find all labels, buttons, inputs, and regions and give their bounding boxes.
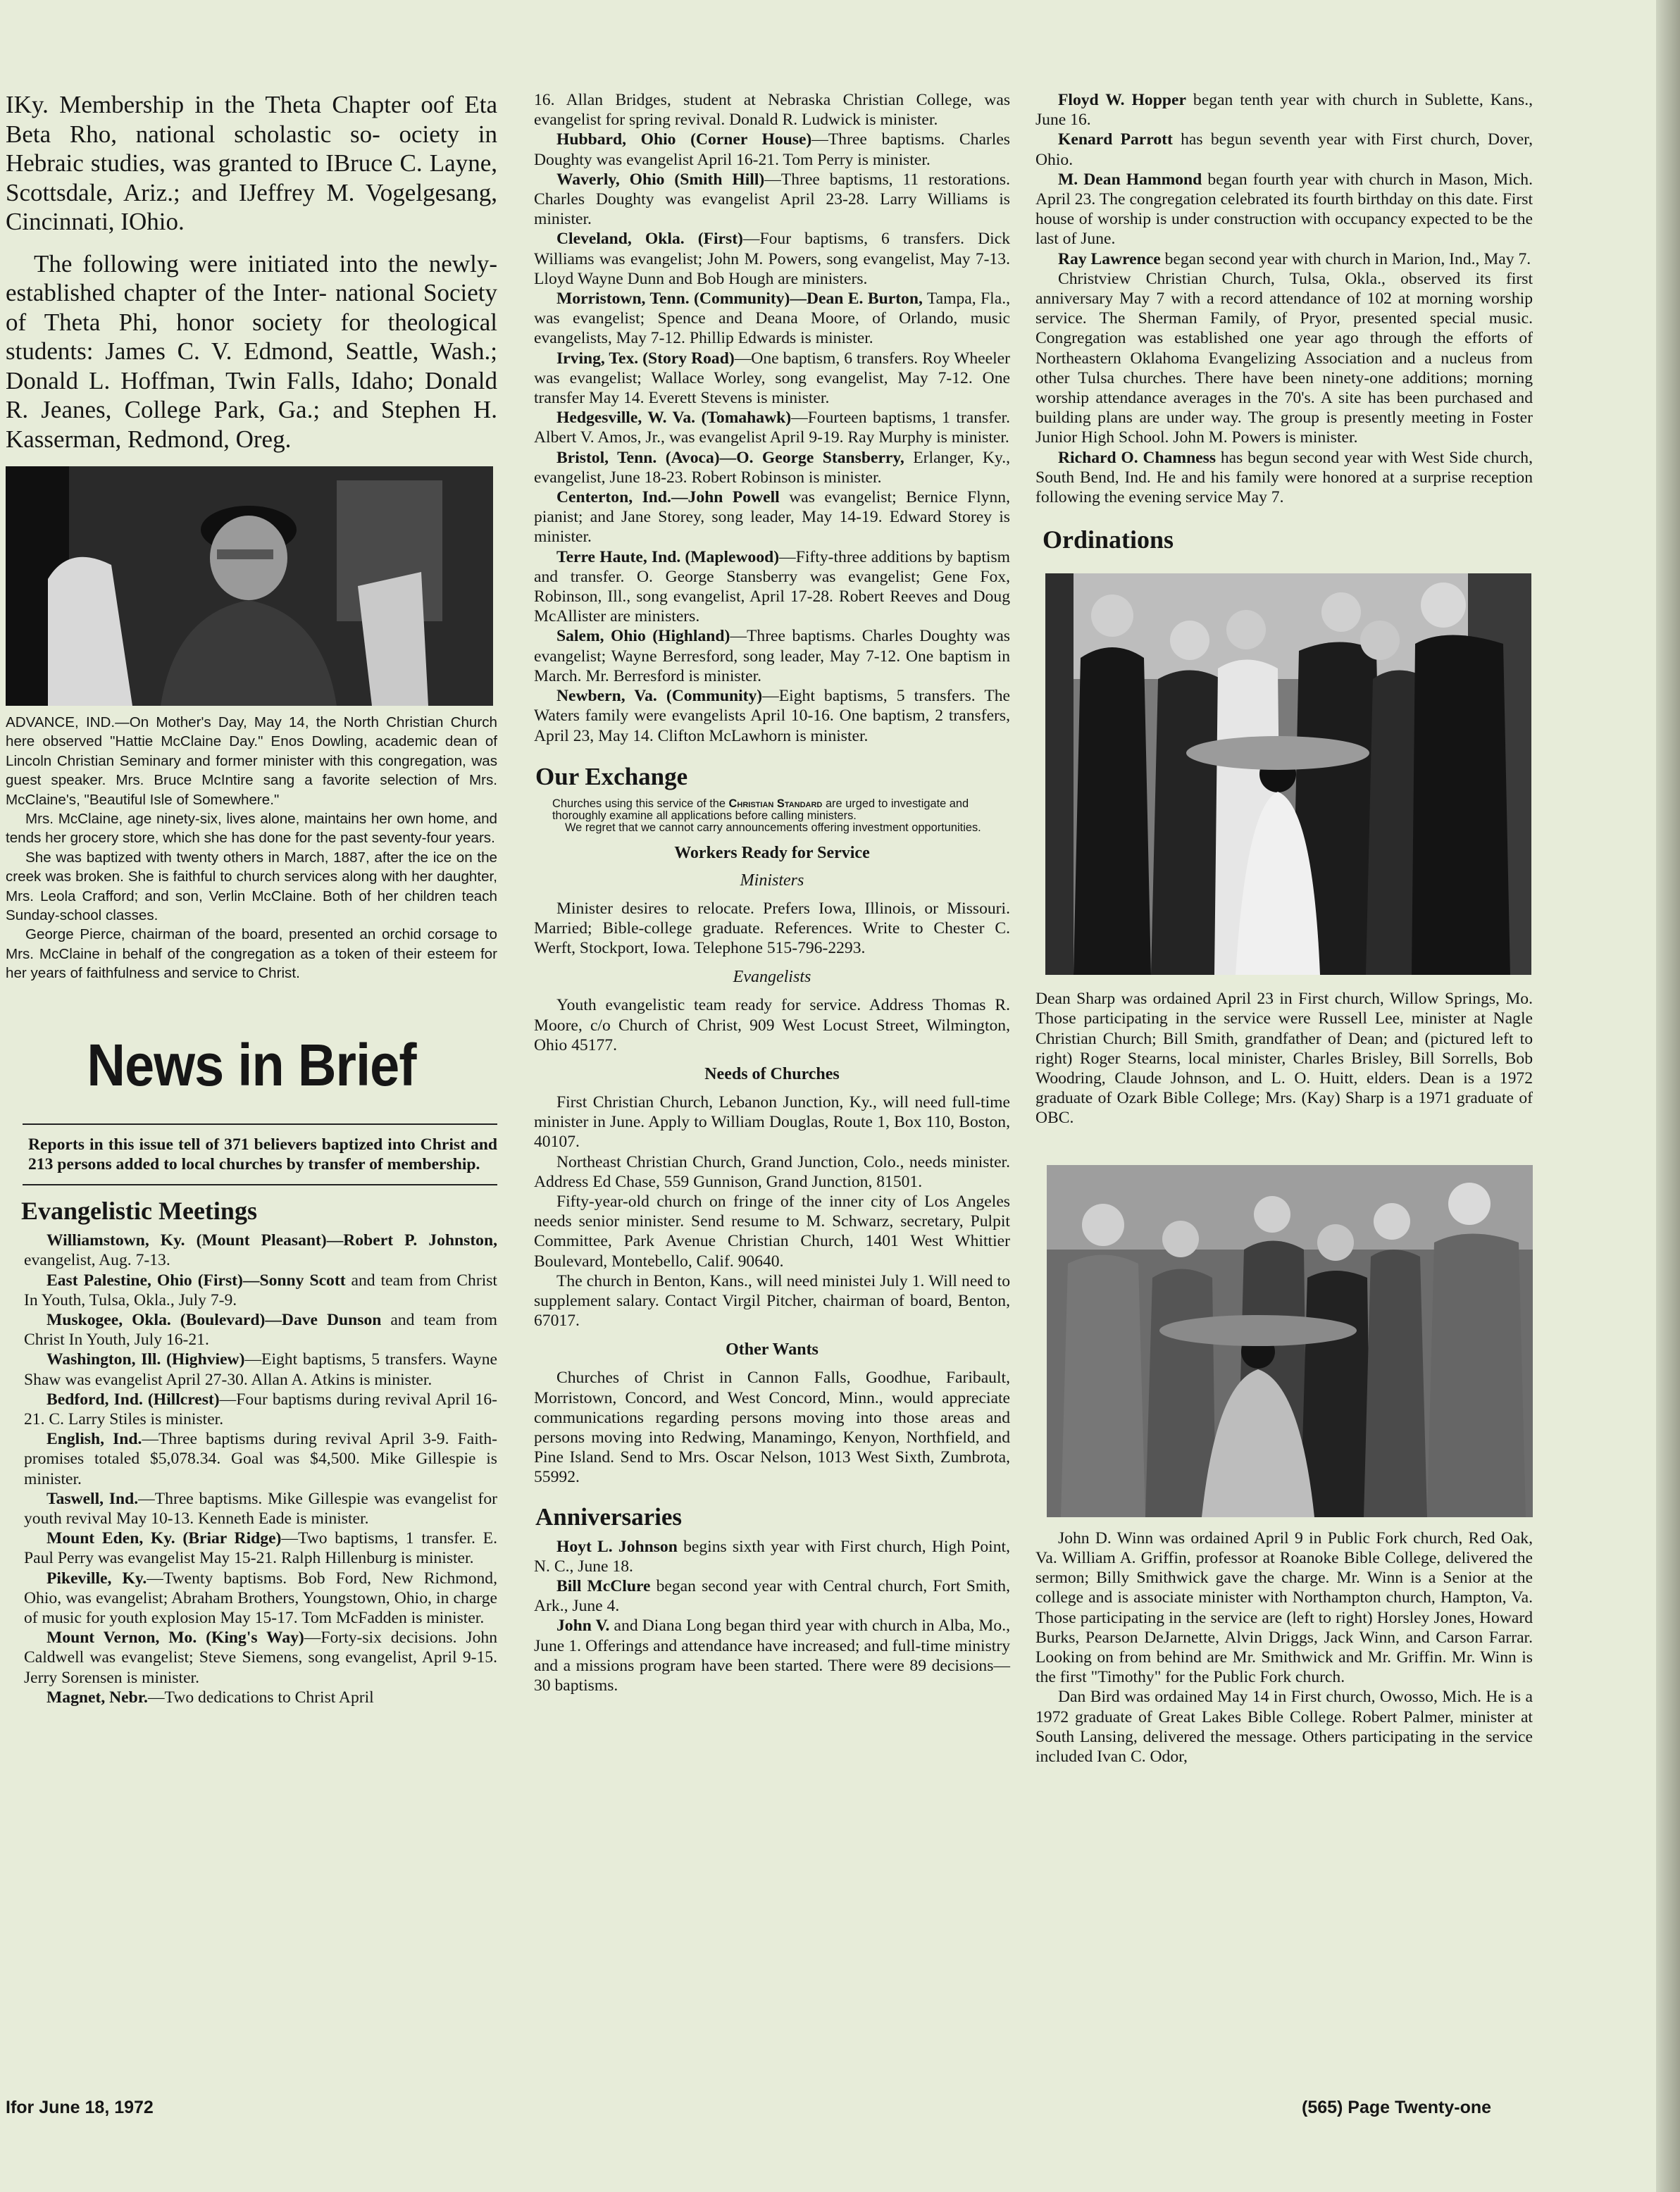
summary-text: Reports in this issue tell of 371 believers baptized into Christ and 213 persons added to local churches by transfer of membership. [28,1135,497,1173]
our-exchange-heading: Our Exchange [535,762,688,790]
list-item: English, Ind.—Three baptisms during revival April 3-9. Faith-promises totaled $5,078.34. Goal was $4,500. Mike Gillespie is minister. [24,1430,497,1488]
other-wants-heading: Other Wants [726,1340,819,1359]
mcclaine-caption [6,713,497,983]
other-wants-text: Churches of Christ in Cannon Falls, Goodhue, Faribault, Morristown, Concord, and West Concord, Minn., would appreciate communications regarding persons moving into those areas and persons moving into Redwing, Manamingo, Kenyon, Northfield, and Pine Island. Send to Mrs. Oscar Nelson, 1013 West Sixth, Zumbrota, 55992. [534,1369,1010,1487]
ministers-text: Minister desires to relocate. Prefers Iowa, Illinois, or Missouri. Married; Bible-college graduate. References. Write to Chester C. Werft, Stockport, Iowa. Telephone 515-796-2293. [534,899,1010,958]
list-item: Kenard Parrott has begun seventh year with First church, Dover, Ohio. [1035,130,1533,169]
evangelistic-list [6,1231,497,1707]
exchange-note: Churches using this service of the Christian Standard are urged to investigate and thoroughly examine all applications before calling ministers. We regret that we cannot carry announcements offering investment opportunities. [552,797,981,834]
ordinations-heading: Ordinations [1043,525,1174,554]
list-item: Bristol, Tenn. (Avoca)—O. George Stansberry, Erlanger, Ky., evangelist, June 18-23. Robert Robinson is minister. [534,448,1010,487]
divider [23,1184,497,1185]
list-item: The church in Benton, Kans., will need ministei July 1. Will need to supplement salary. Contact Virgil Pitcher, chairman of board, Benton, 67017. [534,1271,1010,1331]
column-left [6,90,497,1707]
list-item: Mount Eden, Ky. (Briar Ridge)—Two baptisms, 1 transfer. E. Paul Perry was evangelist May 15-21. Ralph Hillenburg is minister. [24,1529,497,1568]
anniversaries-heading: Anniversaries [535,1502,683,1531]
list-item: Ray Lawrence began second year with church in Marion, Ind., May 7. [1058,249,1531,268]
list-item: Hedgesville, W. Va. (Tomahawk)—Fourteen baptisms, 1 transfer. Albert V. Amos, Jr., was evangelist April 9-19. Ray Murphy is minister. [534,409,1010,447]
caption-paragraph: ADVANCE, IND.—On Mother's Day, May 14, the North Christian Church here observed "Hattie McClaine Day." Enos Dowling, academic dean of Lincoln Christian Seminary and former minister with this congregation, was guest speaker. Mrs. Bruce McIntire sang a favorite selection of Mrs. McClaine's, "Beautiful Isle of Somewhere." [6,714,497,808]
list-item: Bedford, Ind. (Hillcrest)—Four baptisms during revival April 16-21. C. Larry Stiles is minister. [24,1390,497,1428]
list-item: Terre Haute, Ind. (Maplewood)—Fifty-three additions by baptism and transfer. O. George Stansberry was evangelist; Gene Fox, Robinson, Ill., song evangelist, April 17-28. Robert Reeves and Doug McAllister are ministers. [534,547,1011,626]
list-item: Taswell, Ind.—Three baptisms. Mike Gillespie was evangelist for youth revival May 10-13. Kenneth Eade is minister. [24,1489,497,1528]
list-item: Salem, Ohio (Highland)—Three baptisms. Charles Doughty was evangelist; Wayne Berresford, song leader, May 7-12. One baptism in March. Mr. Berresford is minister. [534,627,1010,685]
winn-ordination-photo [1047,1165,1533,1517]
lead-paragraph: IKy. Membership in the Theta Chapter oof Eta Beta Rho, national scholastic so- ociety in Hebraic studies, was granted to IBruce C. Layne, Scottsdale, Ariz.; and IJeffrey M. Vogelgesang, Cincinnati, IOhio. [6,91,497,235]
evangelists-heading: Evangelists [733,968,811,987]
list-item: Waverly, Ohio (Smith Hill)—Three baptisms, 11 restorations. Charles Doughty was evangelist April 23-28. Larry Williams is minister. [534,170,1010,229]
list-item: Northeast Christian Church, Grand Junction, Colo., needs minister. Address Ed Chase, 559 Gunnison, Grand Junction, 81501. [534,1152,1010,1191]
caption-text: John D. Winn was ordained April 9 in Public Fork church, Red Oak, Va. William A. Griffin, professor at Roanoke Bible College, delivered the sermon; Billy Smithwick gave the charge. Mr. Winn is a Senior at the college and is associate minister with Northampton church, Hampton, Va. Those participating in the service are (left to right) Horsley Jones, Howard Burks, Pearson DeJarnette, Alvin Driggs, Jack Winn, and Carson Farrar. Looking on from behind are Mr. Smithwick and Mr. Griffin. Mr. Winn is the first "Timothy" for the Public Fork church. [1035,1528,1533,1687]
sharp-caption [1035,989,1533,1128]
list-item: Mount Vernon, Mo. (King's Way)—Forty-six decisions. John Caldwell was evangelist; Steve Siemens, song evangelist, April 9-15. Jerry Sorensen is minister. [24,1629,497,1687]
evangelists-text: Youth evangelistic team ready for service. Address Thomas R. Moore, c/o Church of Christ, 909 West Locust Street, Wilmington, Ohio 45177. [534,996,1010,1054]
winn-caption [1035,1528,1533,1767]
list-item: Cleveland, Okla. (First)—Four baptisms, 6 transfers. Dick Williams was evangelist; John M. Powers, song evangelist, May 7-13. Lloyd Wayne Dunn and Bob Hough are ministers. [534,230,1010,288]
caption-paragraph: Mrs. McClaine, age ninety-six, lives alone, maintains her own home, and tends her grocery store, which she has done for the past seventy-four years. [6,811,497,847]
list-item: First Christian Church, Lebanon Junction, Ky., will need full-time minister in June. Apply to William Douglas, Route 1, Box 110, Boston, 40107. [534,1092,1010,1152]
caption-paragraph: George Pierce, chairman of the board, presented an orchid corsage to Mrs. McClaine in behalf of the congregation as a token of their esteem for her years of faithfulness and service to Christ. [6,926,497,982]
list-item: 16. Allan Bridges, student at Nebraska Christian College, was evangelist for spring revival. Donald R. Ludwick is minister. [534,91,1010,130]
needs-list [534,1092,1010,1331]
list-item: Hubbard, Ohio (Corner House)—Three baptisms. Charles Doughty was evangelist April 16-21. Tom Perry is minister. [534,130,1010,169]
news-summary [6,1135,497,1174]
list-item: Magnet, Nebr.—Two dedications to Christ April [46,1688,374,1707]
list-item: Irving, Tex. (Story Road)—One baptism, 6 transfers. Roy Wheeler was evangelist; Wallace Worley, song evangelist, May 7-12. One transfer May 14. Everett Stevens is minister. [534,349,1011,408]
list-item: East Palestine, Ohio (First)—Sonny Scott and team from Christ In Youth, Tulsa, Okla., July 7-9. [24,1271,497,1309]
evangelistic-meetings-heading: Evangelistic Meetings [21,1197,257,1226]
list-item: Pikeville, Ky.—Twenty baptisms. Bob Ford, New Richmond, Ohio, was evangelist; Abraham Brothers, Youngstown, Ohio, in charge of music for youth explosion May 15-17. Tom McFadden is minister. [24,1569,497,1627]
mcclaine-photo [6,466,493,706]
anniversaries-list-continued [1035,90,1533,507]
workers-heading: Workers Ready for Service [674,843,870,862]
bird-ordination-text: Dan Bird was ordained May 14 in First church, Owosso, Mich. He is a 1972 graduate of Great Lakes Bible College. Robert Palmer, minister at South Lansing, delivered the message. Others participating in the service included Ivan C. Odor, [1035,1688,1533,1766]
list-item: Washington, Ill. (Highview)—Eight baptisms, 5 transfers. Wayne Shaw was evangelist April 27-30. Allan A. Atkins is minister. [24,1350,497,1389]
list-item: Williamstown, Ky. (Mount Pleasant)—Robert P. Johnston, evangelist, Aug. 7-13. [24,1231,497,1270]
column-right [1035,90,1533,1767]
footer-right: (565) Page Twenty-one [1302,2098,1492,2117]
list-item: Christview Christian Church, Tulsa, Okla., observed its first anniversary May 7 with a record attendance of 102 at morning worship service. The Sherman Family, of Pryor, presented special music. Congregation was established one year ago through the efforts of Northeastern Oklahoma Evangelizing Association and a nucleus from other Tulsa churches. There have been ninety-one additions; morning worship attendance averages in the 70's. A site has been purchased and building plans are under way. The group is presently meeting in Foster Junior High School. John M. Powers is minister. [1035,269,1533,447]
ministers-heading: Ministers [740,871,804,890]
list-item: Muskogee, Okla. (Boulevard)—Dave Dunson and team from Christ In Youth, July 16-21. [24,1310,497,1350]
list-item: Newbern, Va. (Community)—Eight baptisms, 5 transfers. The Waters family were evangelists April 10-16. One baptism, 2 transfers, April 23, May 14. Clifton McLawhorn is minister. [534,687,1010,745]
list-item: Morristown, Tenn. (Community)—Dean E. Burton, Tampa, Fla., was evangelist; Spence and Deana Moore, of Orlando, music evangelists, May 7-12. Phillip Edwards is minister. [534,289,1010,348]
lead-paragraph: The following were initiated into the newly-established chapter of the Inter- national Society of Theta Phi, honor society for theological students: James C. V. Edmond, Seattle, Wash.; Donald L. Hoffman, Twin Falls, Idaho; Donald R. Jeanes, College Park, Ga.; and Stephen H. Kasserman, Redmond, Oreg. [6,249,497,453]
list-item: Floyd W. Hopper began tenth year with church in Sublette, Kans., June 16. [1035,91,1533,130]
news-in-brief-title: News in Brief [87,1031,416,1098]
list-item: Bill McClure began second year with Central church, Fort Smith, Ark., June 4. [534,1576,1010,1616]
evangelistic-list-continued [534,90,1010,746]
scan-edge [1656,0,1680,2192]
list-item: John V. and Diana Long began third year with church in Alba, Mo., June 1. Offerings and attendance have increased; and full-time ministry and a missions program have been started. There were 89 decisions—30 baptisms. [534,1617,1010,1695]
divider [23,1123,497,1125]
sharp-ordination-photo [1045,573,1531,975]
list-item: Richard O. Chamness has begun second year with West Side church, South Bend, Ind. He and his family were honored at a surprise reception following the evening service May 7. [1035,448,1533,507]
footer-left: Ifor June 18, 1972 [6,2098,154,2117]
caption-text: Dean Sharp was ordained April 23 in First church, Willow Springs, Mo. Those participating in the service were Russell Lee, minister at Nagle Christian Church; Bill Smith, grandfather of Dean; and (pictured left to right) Roger Stearns, local minister, Charles Brisley, Bill Sorrells, Bob Woodring, Claude Johnson, and L. O. Huitt, elders. Dean is a 1972 graduate of Ozark Bible College; Mrs. (Kay) Sharp is a 1971 graduate of OBC. [1035,990,1533,1128]
column-middle [534,90,1010,1695]
needs-heading: Needs of Churches [704,1064,840,1083]
list-item: Hoyt L. Johnson begins sixth year with First church, High Point, N. C., June 18. [534,1537,1010,1576]
lead-text [6,90,497,454]
anniversaries-list [534,1537,1010,1696]
list-item: M. Dean Hammond began fourth year with church in Mason, Mich. April 23. The congregation celebrated its fourth birthday on this date. First house of worship is under construction with occupancy expected to be the last of June. [1035,170,1533,249]
caption-paragraph: She was baptized with twenty others in March, 1887, after the ice on the creek was broken. She is faithful to church services along with her daughter, Mrs. Leola Crafford; and son, Verlin McClaine. Both of her children teach Sunday-school classes. [6,849,497,924]
list-item: Centerton, Ind.—John Powell was evangelist; Bernice Flynn, pianist; and Jane Storey, song leader, May 14-19. Edward Storey is minister. [534,488,1010,547]
list-item: Fifty-year-old church on fringe of the inner city of Los Angeles needs senior minister. Send resume to M. Schwarz, secretary, Pulpit Committee, Park Avenue Christian Church, 1401 West Whittier Boulevard, Montebello, Calif. 90640. [534,1192,1010,1271]
